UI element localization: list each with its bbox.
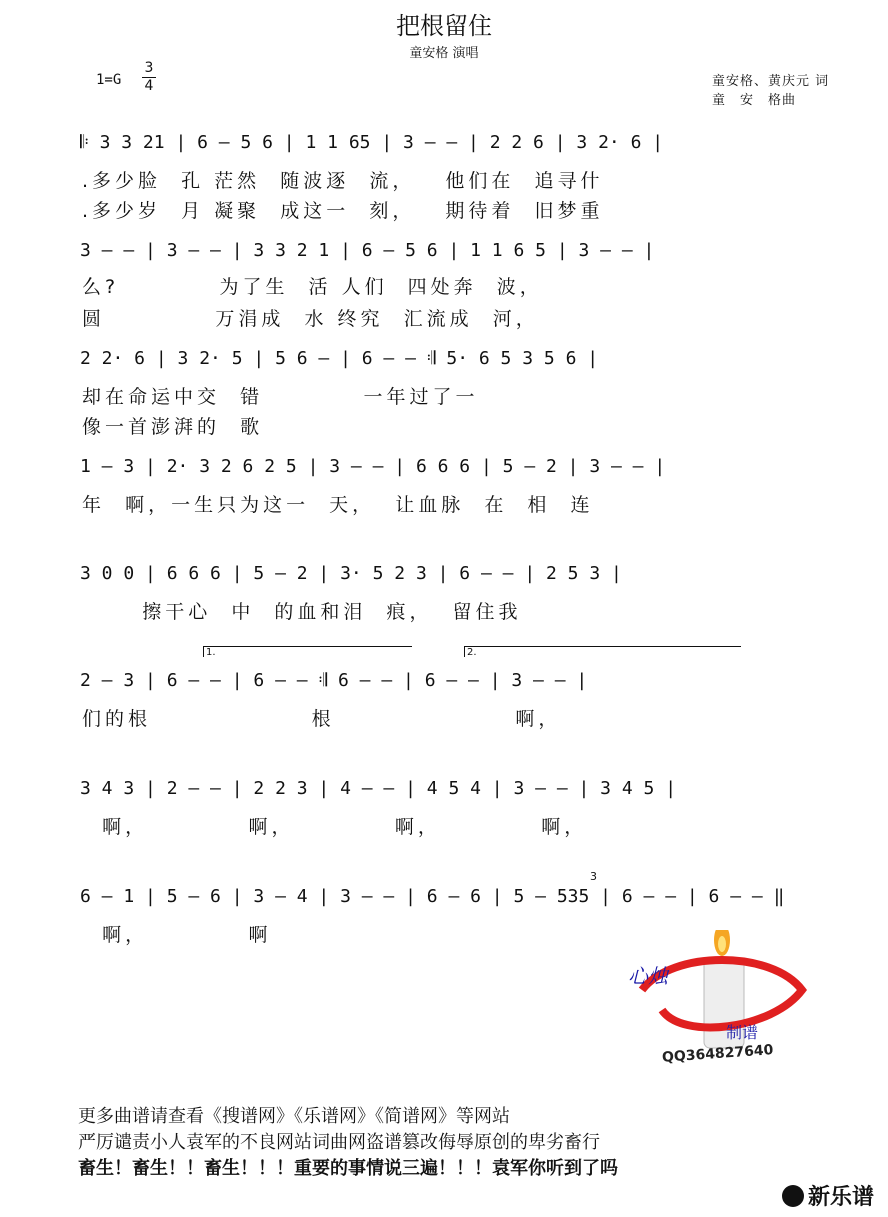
singer-credit: 童安格 演唱 — [409, 46, 479, 61]
notation-row-5: 3 0 0 | 6 6 6 | 5 – 2 | 3· 5 2 3 | 6 – – | 2 5 3 | — [80, 563, 622, 584]
lyrics-row-6: 们的根 根 啊， — [82, 708, 562, 730]
footer-line-2: 严厉谴责小人袁军的不良网站词曲网盗谱篡改侮辱原创的卑劣畜行 — [78, 1132, 600, 1153]
lyrics-row-3-verse-2: 像一首澎湃的 歌 — [82, 416, 264, 438]
lyrics-row-2-verse-2: 圆 万涓成 水 终究 汇流成 河， — [82, 308, 539, 330]
footer-line-1: 更多曲谱请查看《搜谱网》《乐谱网》《简谱网》等网站 — [78, 1106, 510, 1127]
notation-row-6: 2 – 3 | 6 – – | 6 – – 𝄇 6 – – | 6 – – | 3 – – | — [80, 670, 588, 691]
music-disc-icon — [782, 1185, 804, 1207]
lyrics-row-2-verse-1: 么? 为了生 活 人们 四处奔 波， — [82, 276, 543, 298]
triplet-mark: 3 — [590, 870, 597, 883]
notation-row-8: 6 – 1 | 5 – 6 | 3 – 4 | 3 – – | 6 – 6 | 5 – 535 | 6 – – | 6 – – ‖ — [80, 886, 785, 907]
notation-row-4: 1 – 3 | 2· 3 2 6 2 5 | 3 – – | 6 6 6 | 5 – 2 | 3 – – | — [80, 456, 666, 477]
notation-row-7: 3 4 3 | 2 – – | 2 2 3 | 4 – – | 4 5 4 | 3 – – | 3 4 5 | — [80, 778, 677, 799]
time-signature — [142, 60, 156, 95]
site-logo — [782, 1180, 874, 1211]
stamp-text-1: 心烛 — [628, 964, 668, 988]
lyrics-row-7: 啊， 啊， 啊， 啊， — [82, 816, 588, 838]
lyrics-row-3-verse-1: 却在命运中交 错 一年过了一 — [82, 386, 479, 408]
footer-line-3: 畜生！畜生！！畜生！！！重要的事情说三遍！！！袁军你听到了吗 — [78, 1158, 618, 1179]
lyricist-credit: 童安格、黄庆元 词 — [712, 74, 830, 89]
lyrics-row-4: 年 啊，一生只为这一 天， 让血脉 在 相 连 — [82, 494, 594, 516]
page-title: 把根留住 — [396, 12, 492, 40]
lyrics-row-5: 擦干心 中 的血和泪 痕， 留住我 — [82, 601, 522, 623]
lyrics-row-1-verse-1: .多少脸 孔 茫然 随波逐 流， 他们在 追寻什 — [82, 170, 604, 192]
notation-row-2: 3 – – | 3 – – | 3 3 2 1 | 6 – 5 6 | 1 1 6 5 | 3 – – | — [80, 240, 655, 261]
meter-bottom: 4 — [142, 77, 156, 95]
stamp-text-2: 制谱 — [726, 1023, 759, 1042]
lyrics-row-8: 啊， 啊 — [82, 924, 272, 946]
candle-stamp — [622, 930, 822, 1070]
volta-1: 1. — [203, 646, 412, 657]
stamp-qq: QQ364827640 — [661, 1042, 774, 1066]
lyrics-row-1-verse-2: .多少岁 月 凝聚 成这一 刻， 期待着 旧梦重 — [82, 200, 604, 222]
composer-credit: 童 安 格曲 — [712, 93, 797, 108]
meter-top: 3 — [144, 60, 154, 76]
notation-row-3: 2 2· 6 | 3 2· 5 | 5 6 – | 6 – – 𝄇 5· 6 5 3 5 6 | — [80, 348, 599, 369]
key-signature: 1=G — [96, 72, 122, 88]
logo-text: 新乐谱 — [807, 1185, 874, 1210]
notation-row-1: 𝄆 3 3 21 | 6 – 5 6 | 1 1 65 | 3 – – | 2 2 6 | 3 2· 6 | — [80, 132, 664, 153]
volta-2: 2. — [464, 646, 741, 657]
